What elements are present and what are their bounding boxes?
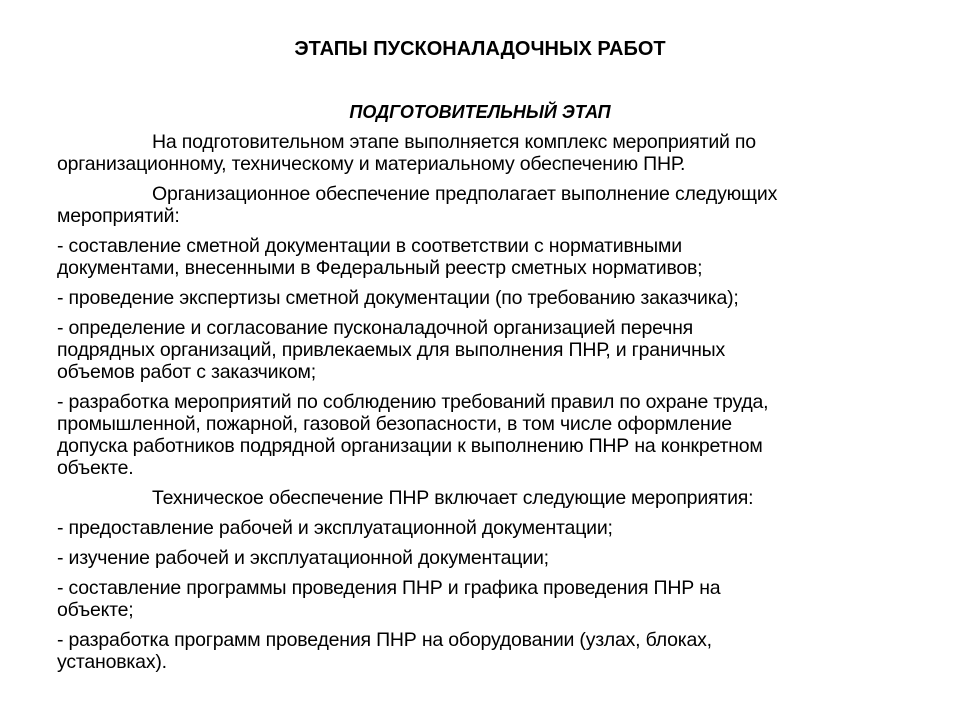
- paragraph: [57, 183, 937, 227]
- list-item: [57, 629, 937, 673]
- text-line: допуска работников подрядной организации к выполнению ПНР на конкретном: [57, 435, 763, 457]
- text-line: Организационное обеспечение предполагает выполнение следующих: [152, 183, 778, 205]
- text-line: организационному, техническому и материальному обеспечению ПНР.: [57, 153, 686, 175]
- paragraph: [57, 131, 937, 175]
- list-item: [57, 577, 937, 621]
- text-line: - разработка мероприятий по соблюдению требований правил по охране труда,: [57, 391, 769, 413]
- text-line: - изучение рабочей и эксплуатационной документации;: [57, 547, 549, 569]
- text-line: подрядных организаций, привлекаемых для выполнения ПНР, и граничных: [57, 339, 726, 361]
- section-subtitle: ПОДГОТОВИТЕЛЬНЫЙ ЭТАП: [349, 102, 611, 122]
- list-item: [57, 547, 937, 569]
- text-line: - составление программы проведения ПНР и графика проведения ПНР на: [57, 577, 721, 599]
- text-line: объекте;: [57, 599, 134, 621]
- text-line: мероприятий:: [57, 205, 180, 227]
- text-line: промышленной, пожарной, газовой безопасности, в том числе оформление: [57, 413, 732, 435]
- document-body: [57, 131, 937, 681]
- text-line: - определение и согласование пусконаладочной организацией перечня: [57, 317, 694, 339]
- text-line: объемов работ с заказчиком;: [57, 361, 316, 383]
- list-item: [57, 391, 937, 479]
- list-item: [57, 287, 937, 309]
- list-item: [57, 517, 937, 539]
- list-item: [57, 317, 937, 383]
- text-line: - разработка программ проведения ПНР на оборудовании (узлах, блоках,: [57, 629, 712, 651]
- text-line: - проведение экспертизы сметной документации (по требованию заказчика);: [57, 287, 739, 309]
- text-line: документами, внесенными в Федеральный реестр сметных нормативов;: [57, 257, 703, 279]
- text-line: - составление сметной документации в соответствии с нормативными: [57, 235, 682, 257]
- text-line: объекте.: [57, 457, 134, 479]
- list-item: [57, 235, 937, 279]
- text-line: - предоставление рабочей и эксплуатационной документации;: [57, 517, 613, 539]
- text-line: Техническое обеспечение ПНР включает следующие мероприятия:: [152, 487, 754, 509]
- text-line: установках).: [57, 651, 167, 673]
- paragraph: [57, 487, 937, 509]
- page-title: ЭТАПЫ ПУСКОНАЛАДОЧНЫХ РАБОТ: [294, 38, 666, 60]
- text-line: На подготовительном этапе выполняется комплекс мероприятий по: [152, 131, 756, 153]
